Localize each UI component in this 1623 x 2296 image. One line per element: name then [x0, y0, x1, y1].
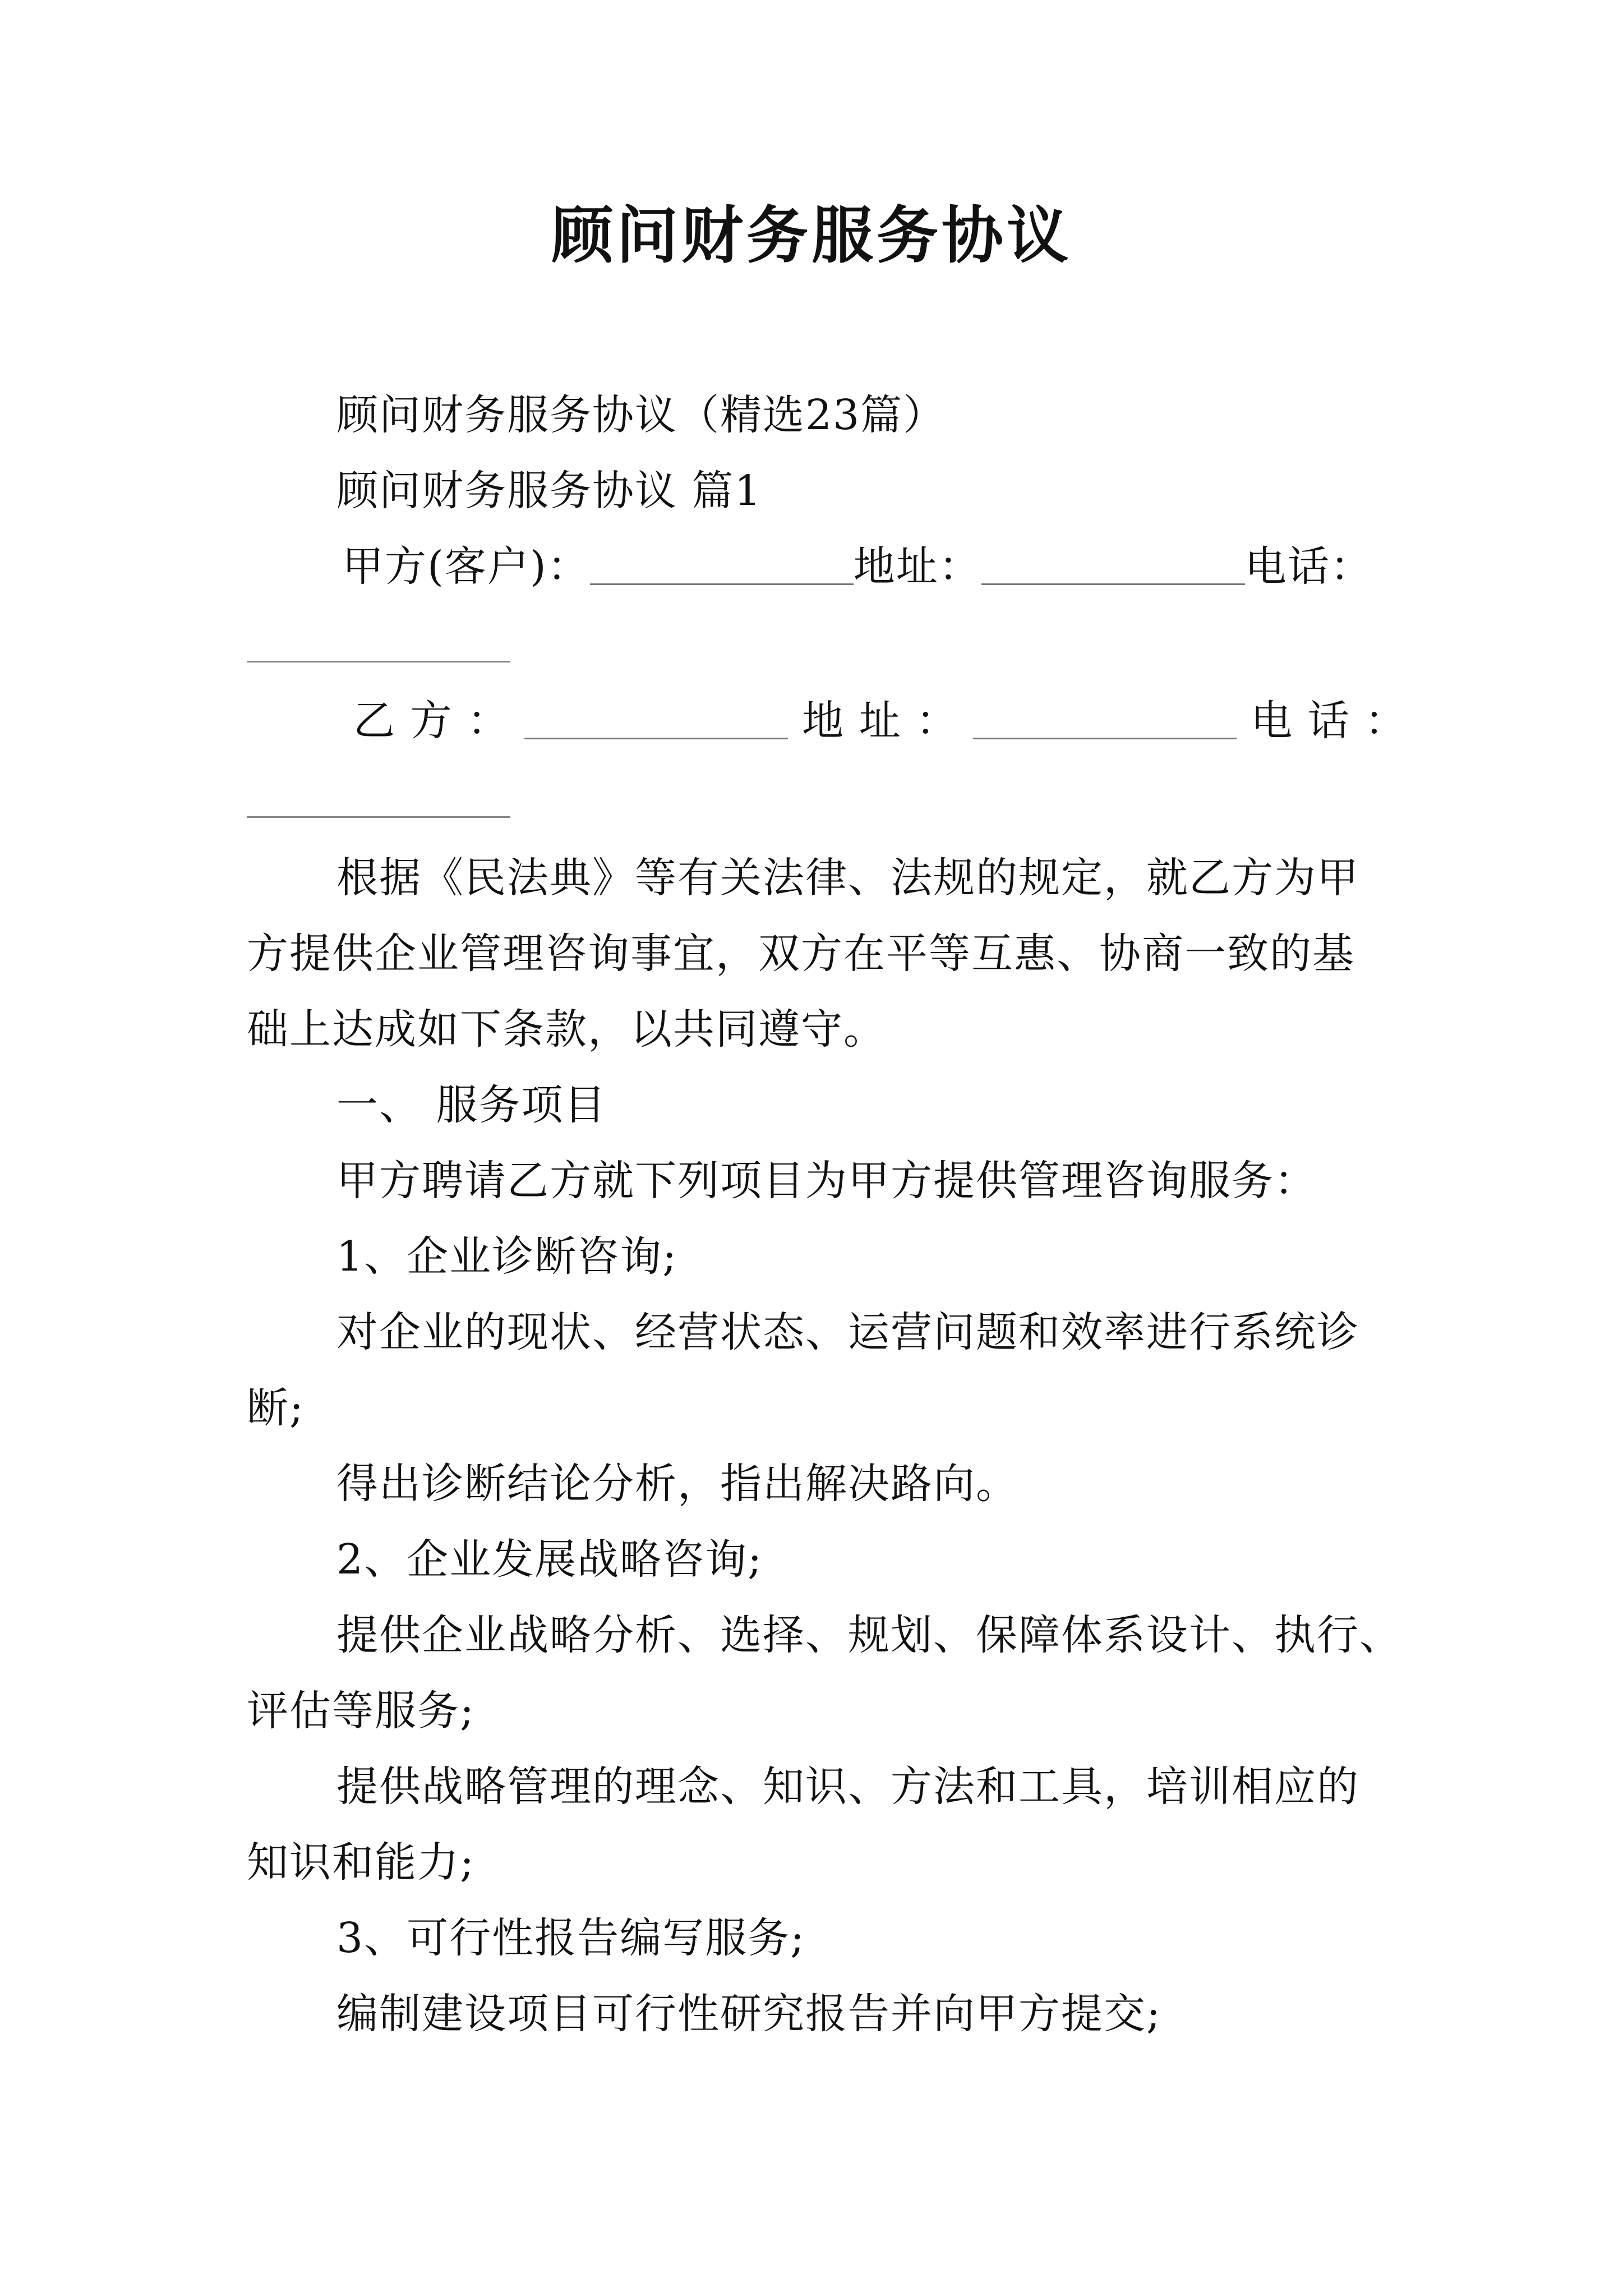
section-item-heading: 一、 服务项目 — [336, 1081, 607, 1129]
paragraph-line: 提供企业战略分析、选择、规划、保障体系设计、执行、 — [336, 1611, 1402, 1659]
document-title: 顾问财务服务协议 — [551, 199, 1072, 272]
party-a-label: 甲方(客户)： — [342, 542, 590, 591]
list-item: 3、可行性报告编写服务; — [336, 1914, 806, 1962]
party-b-phone-label: 电 话 ： — [1251, 697, 1408, 745]
paragraph-line: 评估等服务; — [247, 1687, 475, 1735]
paragraph-line: 根据《民法典》等有关法律、法规的规定，就乙方为甲 — [336, 854, 1359, 902]
party-a-line — [342, 539, 1373, 595]
paragraph-line: 方提供企业管理咨询事宜，双方在平等互惠、协商一致的基 — [247, 930, 1355, 978]
party-a-address-label: 地址： — [853, 542, 981, 591]
list-item: 1、企业诊断咨询; — [336, 1232, 678, 1281]
party-b-address-blank[interactable] — [973, 696, 1237, 739]
party-a-phone-blank[interactable] — [247, 661, 510, 662]
paragraph-line: 对企业的现状、经营状态、运营问题和效率进行系统诊 — [336, 1308, 1359, 1356]
party-b-name-blank[interactable] — [524, 696, 788, 739]
paragraph-line: 础上达成如下条款，以共同遵守。 — [247, 1005, 886, 1053]
paragraph-line: 知识和能力; — [247, 1838, 475, 1887]
party-a-phone-label: 电话： — [1244, 542, 1373, 591]
paragraph-line: 甲方聘请乙方就下列项目为甲方提供管理咨询服务： — [336, 1157, 1317, 1205]
subtitle: 顾问财务服务协议（精选23篇） — [336, 391, 946, 439]
paragraph-line: 编制建设项目可行性研究报告并向甲方提交; — [336, 1990, 1161, 2038]
party-b-line — [353, 693, 1407, 749]
party-b-address-label: 地 址 ： — [802, 697, 959, 745]
party-a-address-blank[interactable] — [981, 542, 1245, 585]
party-b-label: 乙 方 ： — [353, 697, 510, 745]
list-item: 2、企业发展战略咨询; — [336, 1535, 763, 1584]
paragraph-line: 提供战略管理的理念、知识、方法和工具，培训相应的 — [336, 1763, 1359, 1811]
section-heading: 顾问财务服务协议 篇1 — [336, 467, 762, 515]
party-a-name-blank[interactable] — [590, 542, 854, 585]
party-b-phone-blank[interactable] — [247, 816, 510, 818]
paragraph-line: 断; — [247, 1384, 305, 1432]
paragraph-line: 得出诊断结论分析，指出解决路向。 — [336, 1460, 1018, 1508]
